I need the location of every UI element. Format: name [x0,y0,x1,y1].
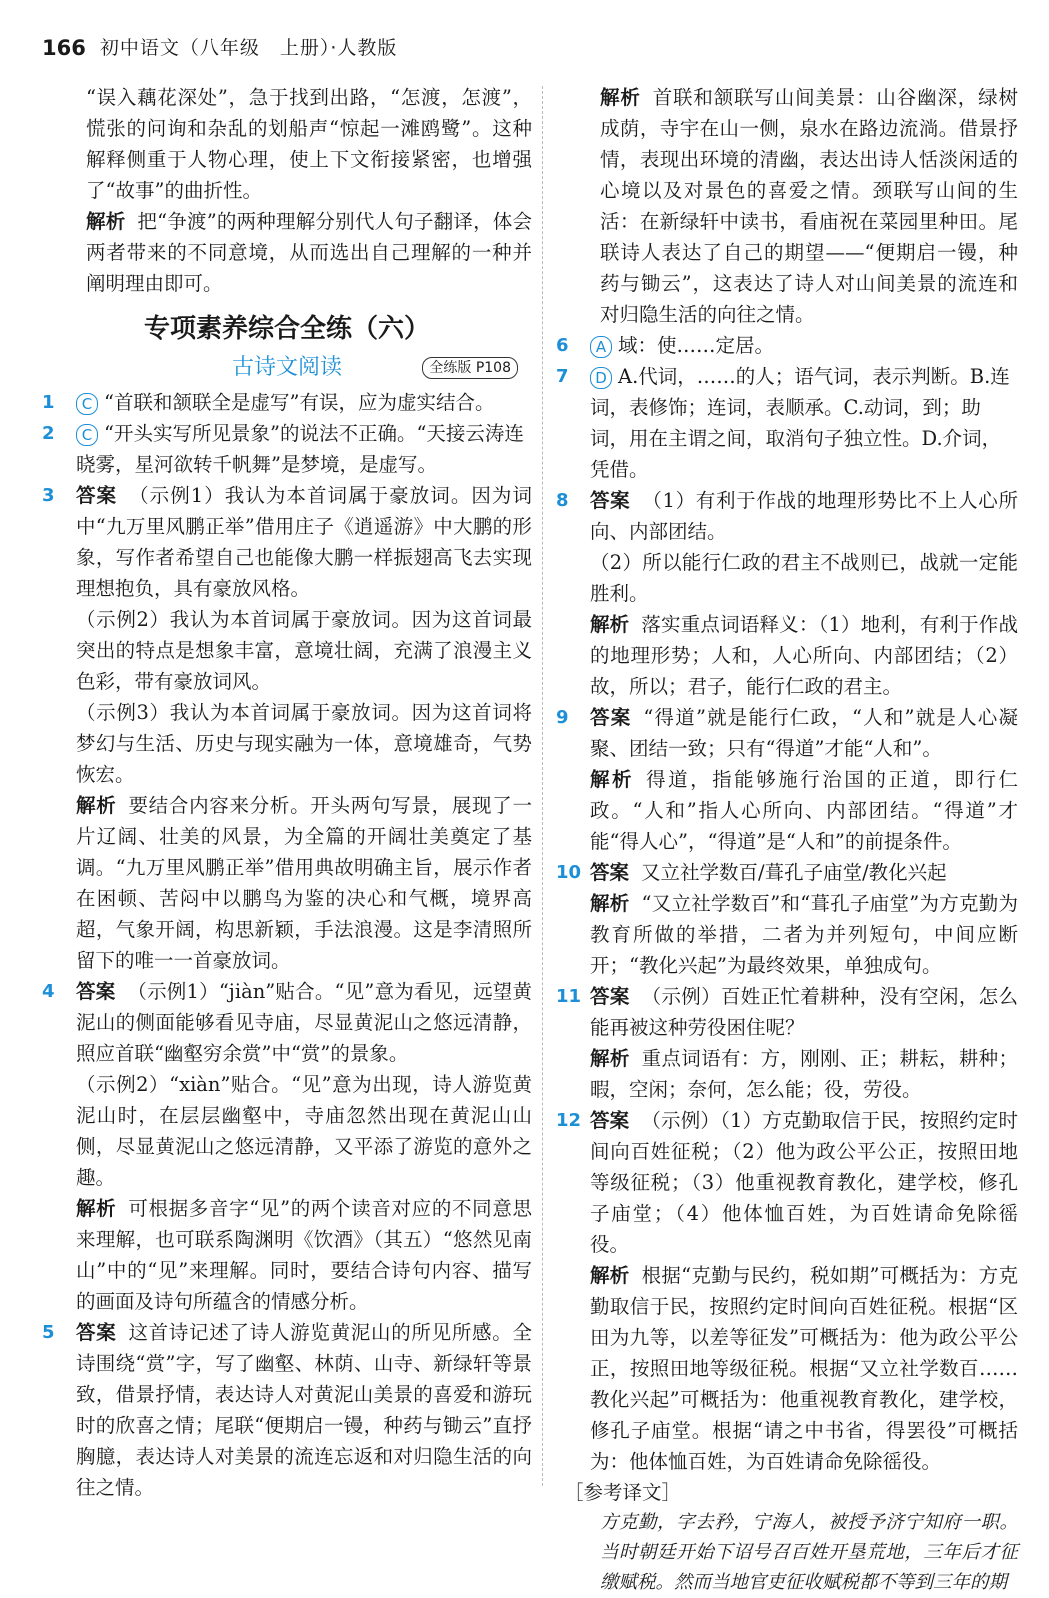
question-7 [556,361,1018,485]
question-11 [556,981,1018,1105]
answer-text: 域：使……定居。 [618,334,775,357]
question-4 [42,976,532,1317]
subsection-title: 古诗文阅读 [231,355,342,380]
analysis-label: 解析 [590,1047,630,1070]
section-title: 专项素养综合全练（六） [143,314,430,344]
answer-label: 答案 [590,861,630,884]
question-10 [556,857,1018,981]
choice-badge: C [76,393,98,415]
column-divider [542,86,543,1486]
question-number: 10 [556,862,582,883]
question-5 [42,1317,532,1503]
analysis: 解析 得道，指能够施行治国的正道，即行仁政。“人和”指人心所向、内部团结。“得道”才能“得人心”，“得道”是“人和”的前提条件。 [590,768,1018,853]
choice-badge: D [590,367,612,389]
analysis-label: 解析 [590,1264,630,1287]
analysis: 解析 重点词语有：方，刚刚、正；耕耘，耕种；暇，空闲；奈何，怎么能；役，劳役。 [590,1047,1018,1101]
answer-label: 答案 [76,484,118,507]
question-number: 9 [556,707,569,728]
answer: 答案 （示例）百姓正忙着耕种，没有空闲，怎么能再被这种劳役困住呢？ [590,985,1018,1039]
answer-example-2: （示例2）“xiàn”贴合。“见”意为出现，诗人游览黄泥山时，在层层幽壑中，寺庙忽然出现在黄泥山山侧，尽显黄泥山之悠远清静，又平添了游览的意外之趣。 [76,1073,532,1189]
answer-text: A.代词，……的人；语气词，表示判断。B.连词，表修饰；连词，表顺承。C.动词，到；助词，用在主谓之间，取消句子独立性。D.介词，凭借。 [590,365,1010,481]
analysis: 解析 要结合内容来分析。开头两句写景，展现了一片辽阔、壮美的风景，为全篇的开阔壮美奠定了基调。“九万里风鹏正举”借用典故明确主旨，展示作者在困顿、苦闷中以鹏鸟为鉴的决心和气概，境界高超，气象开阔，构思新颖，手法浪漫。这是李清照所留下的唯一一首豪放词。 [76,794,532,972]
answer: 答案 这首诗记述了诗人游览黄泥山的所见所感。全诗围绕“赏”字，写了幽壑、林荫、山寺、新绿轩等景致，借景抒情，表达诗人对黄泥山美景的喜爱和游玩时的欣喜之情；尾联“便期启一镘，种药与锄云”直抒胸臆，表达诗人对美景的流连忘返和对归隐生活的向往之情。 [76,1321,532,1499]
intro-paragraph: “误入藕花深处”，急于找到出路，“怎渡，怎渡”，慌张的问询和杂乱的划船声“惊起一滩鸥鹭”。这种解释侧重于人物心理，使上下文衔接紧密，也增强了“故事”的曲折性。 [86,86,532,202]
answer-label: 答案 [590,489,631,512]
answer: 答案 （示例）（1）方克勤取信于民，按照约定时间向百姓征税；（2）他为政公平公正，按照田地等级征税；（3）他重视教育教化，建学校，修孔子庙堂；（4）他体恤百姓，为百姓请命免除徭役。 [590,1109,1018,1256]
question-9 [556,702,1018,857]
reference-translation-text: 方克勤，字去矜，宁海人，被授予济宁知府一职。当时朝廷开始下诏号召百姓开垦荒地，三年后才征缴赋税。然而当地官吏征收赋税都不等到三年的期 [600,1512,1018,1593]
question-number: 11 [556,986,582,1007]
answer-example-2: （示例2）我认为本首词属于豪放词。因为这首词最突出的特点是想象丰富，意境壮阔，充满了浪漫主义色彩，带有豪放词风。 [76,608,532,693]
question-6 [556,330,1018,361]
question-number: 5 [42,1322,55,1343]
question-number: 2 [42,423,55,444]
analysis-label: 解析 [600,86,641,109]
analysis-label: 解析 [590,892,630,915]
answer-example-3: （示例3）我认为本首词属于豪放词。因为这首词将梦幻与生活、历史与现实融为一体，意境雄奇，气势恢宏。 [76,701,532,786]
analysis: 解析 落实重点词语释义：（1）地利，有利于作战的地理形势；人和，人心所向、内部团结；（2）故，所以；君子，能行仁政的君主。 [590,613,1018,698]
left-column [42,82,532,1502]
answer-label: 答案 [76,1321,117,1344]
right-column [556,82,1018,1593]
answer-1: 答案 （1）有利于作战的地理形势比不上人心所向、内部团结。 [590,489,1018,543]
intro-analysis: 解析 把“争渡”的两种理解分别代人句子翻译，体会两者带来的不同意境，从而选出自己理解的一种并阐明理由即可。 [86,210,532,295]
choice-badge: A [590,336,612,358]
question-2 [42,418,532,480]
question-number: 4 [42,981,55,1002]
answer-example-1: 答案 （示例1）“jiàn”贴合。“见”意为看见，远望黄泥山的侧面能够看见寺庙，尽显黄泥山之悠远清静，照应首联“幽壑穷余赏”中“赏”的景象。 [76,980,532,1065]
analysis-label: 解析 [76,794,117,817]
analysis-label: 解析 [590,768,635,791]
question-number: 3 [42,485,55,506]
page-number: 166 [42,35,86,60]
reference-translation-title: ［参考译文］ [564,1481,682,1504]
answer-text: “首联和颔联全是虚写”有误，应为虚实结合。 [104,391,495,414]
question-number: 1 [42,392,55,413]
question-12 [556,1105,1018,1477]
analysis-label: 解析 [590,613,630,636]
answer-label: 答案 [590,706,632,729]
page-header [42,34,397,62]
answer-label: 答案 [590,985,630,1008]
answer-text: “开头实写所见景象”的说法不正确。“天接云涛连晓雾，星河欲转千帆舞”是梦境，是虚写。 [76,422,524,476]
analysis-label: 解析 [76,1197,117,1220]
q5-analysis: 解析 首联和颔联写山间美景：山谷幽深，绿树成荫，寺宇在山一侧，泉水在路边流淌。借景抒情，表现出环境的清幽，表达出诗人恬淡闲适的心境以及对景色的喜爱之情。颈联写山间的生活：在新绿轩中读书，看庙祝在菜园里种田。尾联诗人表达了自己的期望——“便期启一镘，种药与锄云”，这表达了诗人对山间美景的流连和对归隐生活的向往之情。 [600,86,1018,326]
answer: 答案 “得道”就是能行仁政，“人和”就是人心凝聚、团结一致；只有“得道”才能“人和”。 [590,706,1018,760]
question-1 [42,387,532,418]
analysis: 解析 可根据多音字“见”的两个读音对应的不同意思来理解，也可联系陶渊明《饮酒》（其五）“悠然见南山”中的“见”来理解。同时，要结合诗句内容、描写的画面及诗句所蕴含的情感分析。 [76,1197,532,1313]
subsection-ref-badge: 全练版 P108 [422,357,518,379]
answer: 答案 又立社学数百/葺孔子庙堂/教化兴起 [590,861,947,884]
question-number: 7 [556,366,569,387]
choice-badge: C [76,424,98,446]
answer-2: （2）所以能行仁政的君主不战则已，战就一定能胜利。 [590,551,1018,605]
question-3 [42,480,532,976]
answer-label: 答案 [76,980,116,1003]
analysis: 解析 “又立社学数百”和“葺孔子庙堂”为方克勤为教育所做的举措，二者为并列短句，中间应断开；“教化兴起”为最终效果，单独成句。 [590,892,1018,977]
answer-label: 答案 [590,1109,630,1132]
question-number: 6 [556,335,569,356]
subsection-header [42,351,532,385]
analysis-label: 解析 [86,210,126,233]
question-8 [556,485,1018,702]
question-number: 8 [556,490,569,511]
answer-example-1: 答案 （示例1）我认为本首词属于豪放词。因为词中“九万里风鹏正举”借用庄子《逍遥游》中大鹏的形象，写作者希望自己也能像大鹏一样振翅高飞去实现理想抱负，具有豪放风格。 [76,484,532,600]
analysis: 解析 根据“克勤与民约，税如期”可概括为：方克勤取信于民，按照约定时间向百姓征税。根据“区田为九等，以差等征发”可概括为：他为政公平公正，按照田地等级征税。根据“又立社学数百……教化兴起”可概括为：他重视教育教化，建学校，修孔子庙堂。根据“请之中书省，得罢役”可概括为：他体恤百姓，为百姓请命免除徭役。 [590,1264,1018,1473]
question-number: 12 [556,1110,582,1131]
book-title: 初中语文（八年级 上册）·人教版 [99,36,398,59]
